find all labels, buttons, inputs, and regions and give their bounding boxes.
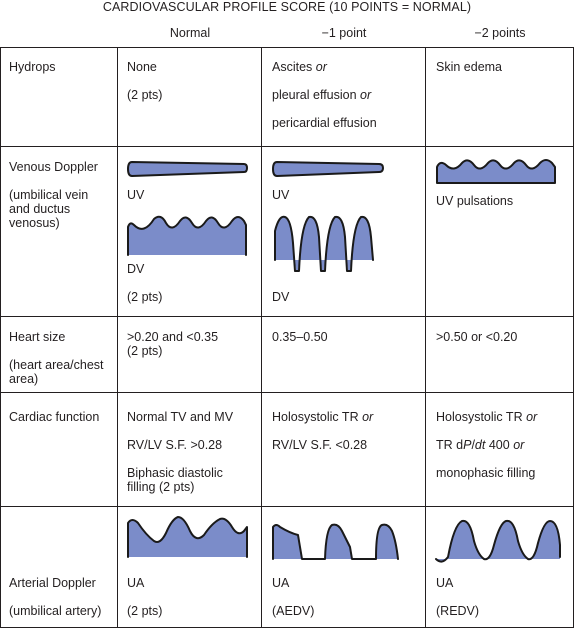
table-rule: [0, 146, 574, 147]
table-rule: [0, 47, 574, 48]
table-rule: [0, 506, 574, 507]
normal-ua-label: UA: [127, 576, 145, 590]
normal-uv-waveform: [126, 157, 248, 179]
minus1-dv-waveform: [271, 213, 383, 275]
table-rule: [0, 392, 574, 393]
minus2-ua-label: UA: [436, 576, 454, 590]
cardiac-minus2-line-2: TR dP/dt 400 or: [436, 438, 525, 452]
hydrops-minus1-line-3: pericardial effusion: [272, 116, 377, 130]
heart-sublabel-2: area): [9, 372, 39, 386]
heart-minus1-text: 0.35–0.50: [272, 330, 328, 344]
table-rule: [261, 47, 262, 628]
score-table: [0, 47, 574, 628]
row-label-hydrops: Hydrops: [9, 60, 56, 74]
table-rule: [0, 47, 1, 628]
cardiac-normal-line-2: RV/LV S.F. >0.28: [127, 438, 223, 452]
heart-minus2-text: >0.50 or <0.20: [436, 330, 518, 344]
venous-sublabel-3: venosus): [9, 216, 60, 230]
minus1-uv-waveform: [271, 157, 385, 179]
hydrops-minus1-line-2: pleural effusion or: [272, 88, 372, 102]
venous-sublabel-1: (umbilical vein: [9, 188, 89, 202]
column-header-minus-1: −1 point: [321, 26, 367, 40]
table-rule: [117, 47, 118, 628]
normal-dv-label: DV: [127, 262, 145, 276]
page-title: CARDIOVASCULAR PROFILE SCORE (10 POINTS = NORMAL): [102, 0, 472, 14]
hydrops-normal-text: None: [127, 60, 157, 74]
hydrops-minus2-text: Skin edema: [436, 60, 503, 74]
cardiac-normal-line-1: Normal TV and MV: [127, 410, 234, 424]
minus1-ua-label: UA: [272, 576, 290, 590]
normal-ua-waveform: [126, 513, 250, 559]
cardiac-minus1-line-1: Holosystolic TR or: [272, 410, 374, 424]
cardiac-minus1-line-2: RV/LV S.F. <0.28: [272, 438, 368, 452]
cardiac-normal-line-4: filling (2 pts): [127, 480, 195, 494]
hydrops-normal-points: (2 pts): [127, 88, 163, 102]
normal-dv-waveform: [126, 209, 250, 257]
arterial-minus1-note: (AEDV): [272, 604, 315, 618]
minus1-uv-label: UV: [272, 188, 290, 202]
cardiac-normal-line-3: Biphasic diastolic: [127, 466, 223, 480]
column-header-minus-2: −2 points: [474, 26, 526, 40]
minus1-ua-aedv-waveform: [270, 521, 402, 561]
minus1-dv-label: DV: [272, 290, 290, 304]
arterial-sublabel: (umbilical artery): [9, 604, 102, 618]
minus2-uv-pulsations-waveform: [434, 155, 558, 187]
normal-uv-label: UV: [127, 188, 145, 202]
row-label-arterial-doppler: Arterial Doppler: [9, 576, 96, 590]
row-label-heart-size: Heart size: [9, 330, 66, 344]
heart-sublabel-1: (heart area/chest: [9, 358, 104, 372]
table-rule: [0, 316, 574, 317]
column-header-normal: Normal: [169, 26, 211, 40]
heart-normal-points: (2 pts): [127, 344, 163, 358]
venous-sublabel-2: and ductus: [9, 202, 71, 216]
cardiac-minus2-line-3: monophasic filling: [436, 466, 536, 480]
row-label-venous-doppler: Venous Doppler: [9, 160, 98, 174]
cardiac-minus2-line-1: Holosystolic TR or: [436, 410, 538, 424]
minus2-uv-label: UV pulsations: [436, 194, 514, 208]
arterial-minus2-note: (REDV): [436, 604, 480, 618]
minus2-ua-redv-waveform: [434, 515, 562, 567]
arterial-normal-points: (2 pts): [127, 604, 163, 618]
table-rule: [425, 47, 426, 628]
heart-normal-text: >0.20 and <0.35: [127, 330, 219, 344]
hydrops-minus1-line-1: Ascites or: [272, 60, 327, 74]
venous-normal-points: (2 pts): [127, 290, 163, 304]
row-label-cardiac-function: Cardiac function: [9, 410, 100, 424]
